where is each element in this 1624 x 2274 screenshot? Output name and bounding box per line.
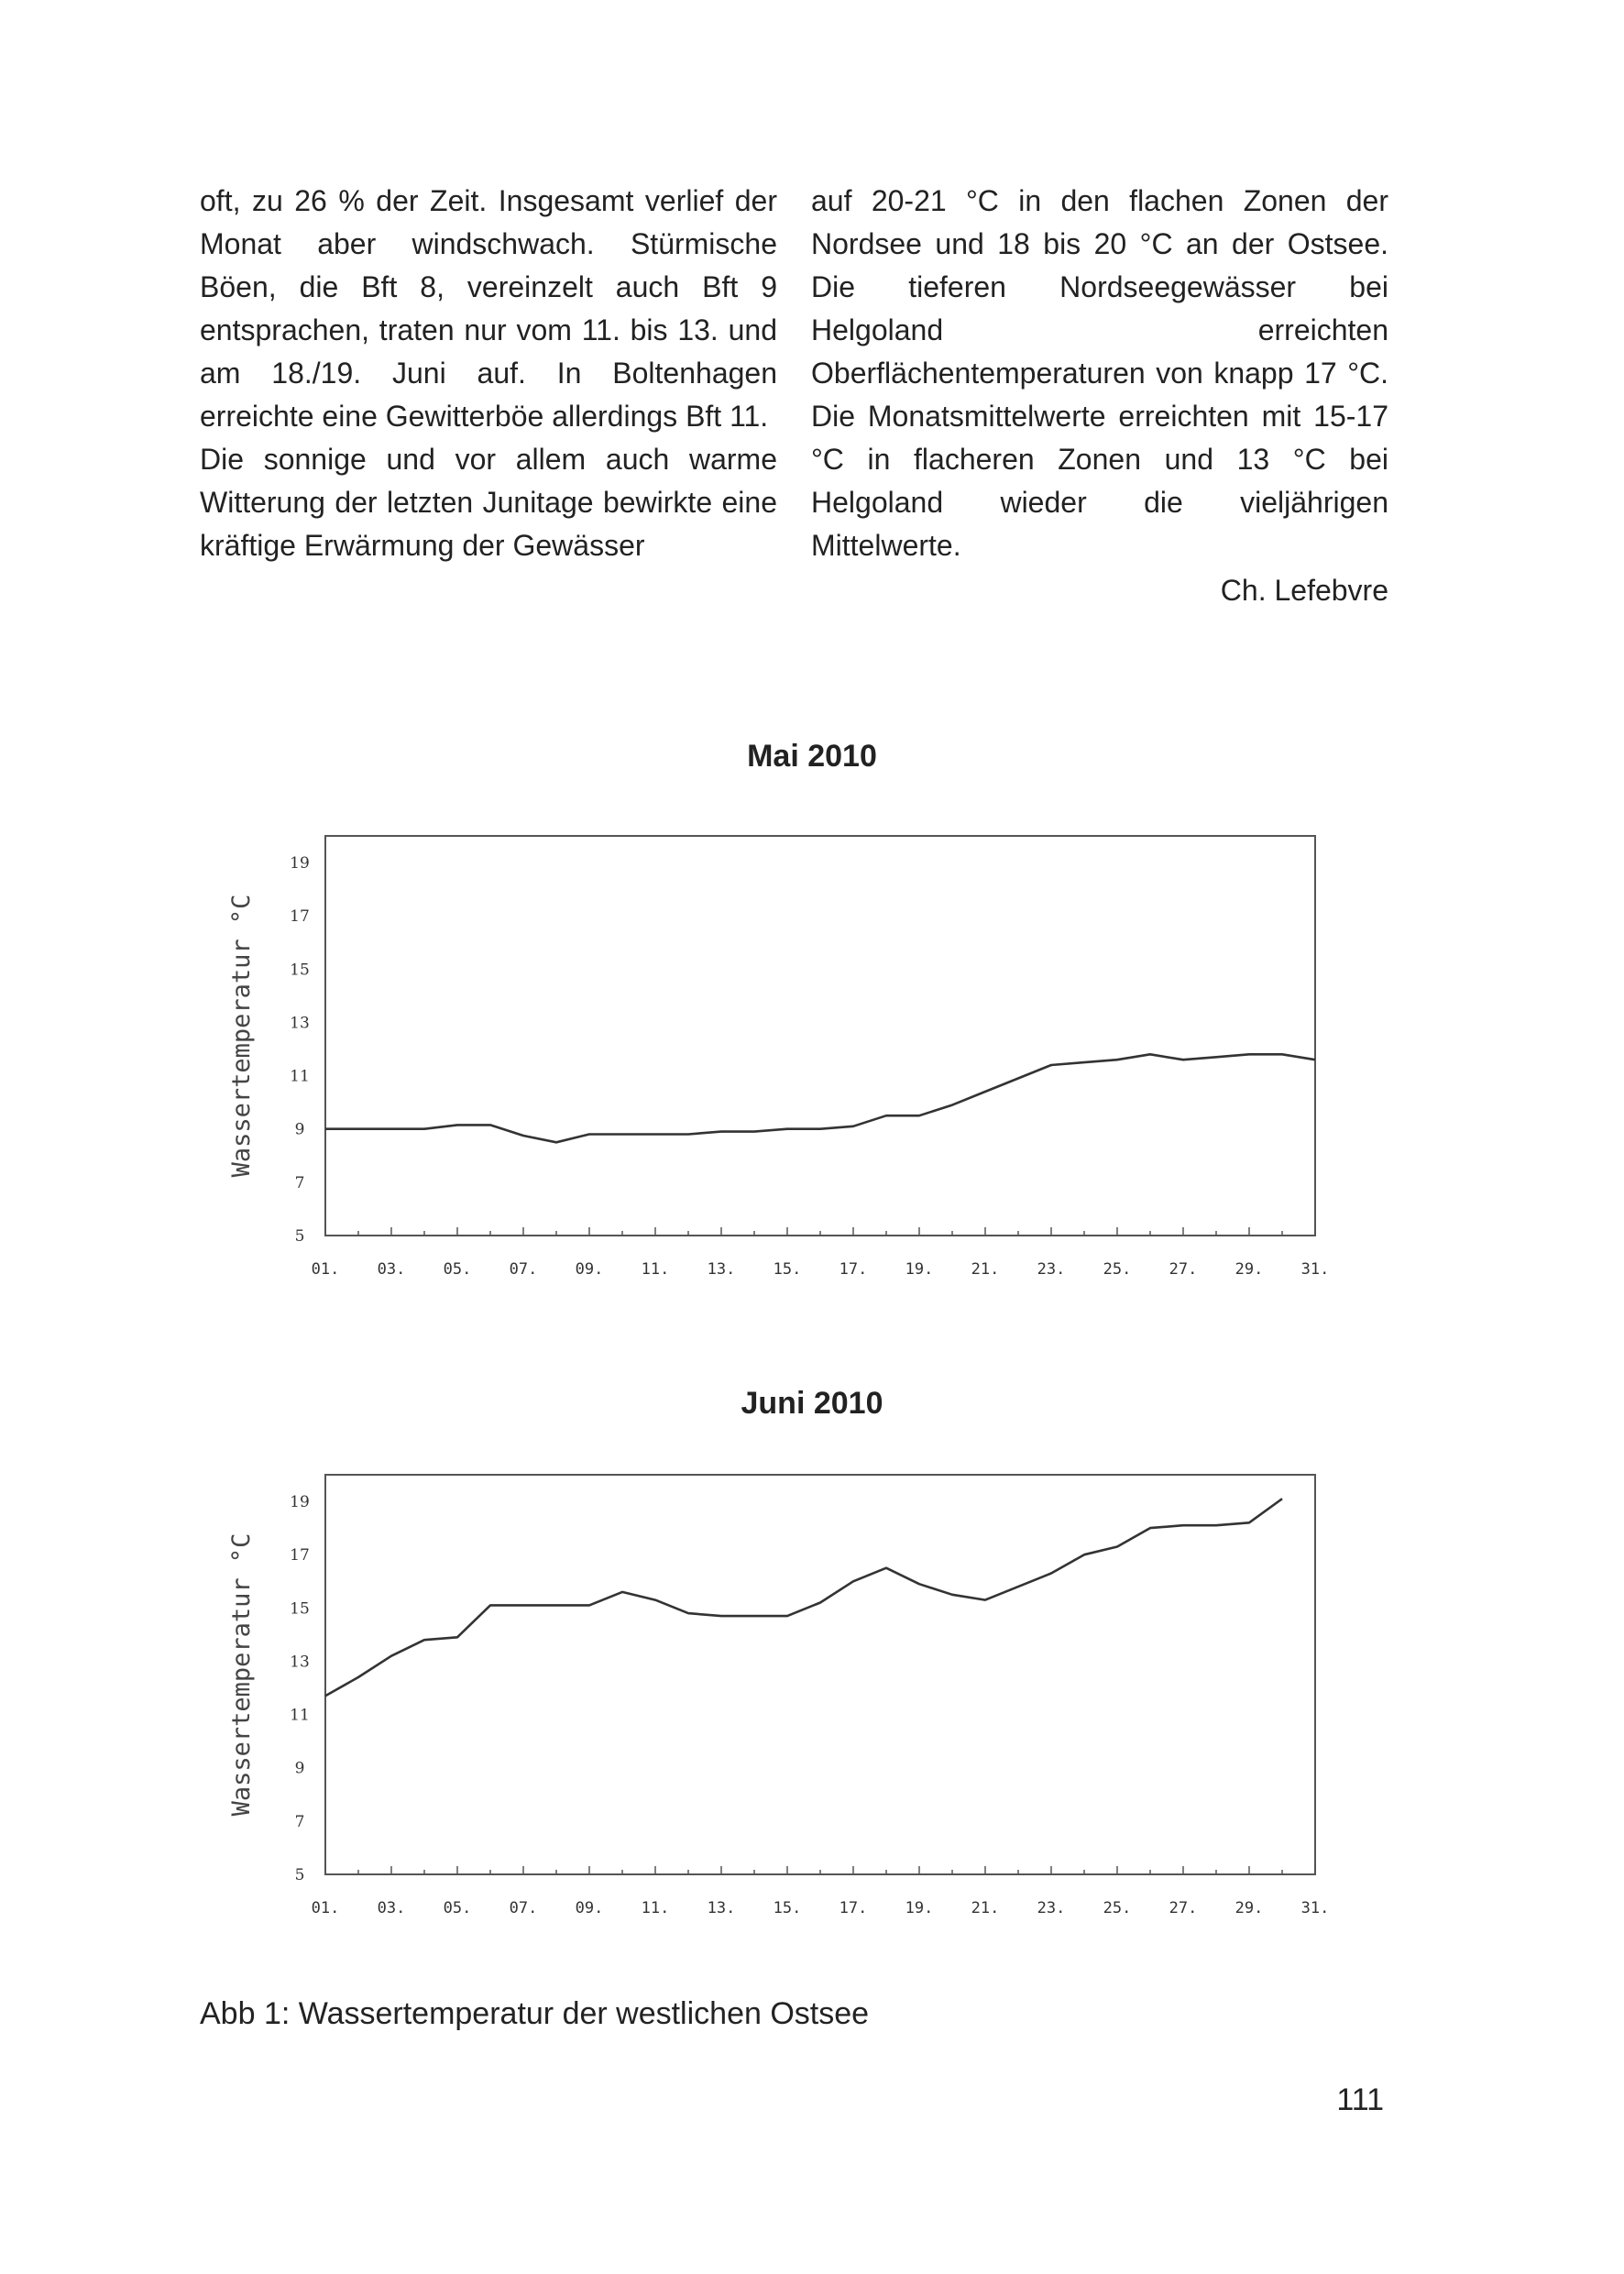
y-tick-label: 13 — [290, 1653, 310, 1672]
series-line — [325, 1499, 1282, 1696]
paragraph: Die sonnige und vor allem auch warme Witterung der letzten Junitage bewirkte eine kräftige Erwärmung der Gewässer — [200, 443, 777, 562]
y-tick-label: 7 — [294, 1173, 305, 1192]
x-tick-label: 25. — [1103, 1899, 1132, 1917]
x-tick-label: 23. — [1037, 1899, 1066, 1917]
x-tick-label: 03. — [377, 1260, 406, 1279]
y-tick-label: 11 — [290, 1706, 310, 1725]
x-tick-label: 09. — [575, 1260, 604, 1279]
x-tick-label: 09. — [575, 1899, 604, 1917]
x-tick-label: 01. — [311, 1260, 340, 1279]
chart-svg-may — [220, 821, 1366, 1335]
x-tick-label: 19. — [905, 1899, 934, 1917]
chart-title-june: Juni 2010 — [741, 1386, 883, 1421]
x-tick-label: 31. — [1300, 1260, 1330, 1279]
right-text-column — [811, 180, 1388, 612]
x-tick-label: 23. — [1037, 1260, 1066, 1279]
x-tick-label: 27. — [1169, 1260, 1198, 1279]
x-tick-label: 05. — [443, 1260, 472, 1279]
y-tick-label: 9 — [294, 1759, 305, 1778]
page-number: 111 — [1336, 2082, 1384, 2117]
plot-frame — [325, 1475, 1315, 1874]
y-tick-label: 13 — [290, 1014, 310, 1033]
y-tick-label: 17 — [290, 1546, 310, 1565]
y-axis-label: Wassertemperatur °C — [227, 894, 256, 1178]
x-tick-label: 21. — [971, 1260, 1000, 1279]
y-tick-label: 17 — [290, 907, 310, 927]
x-tick-label: 31. — [1300, 1899, 1330, 1917]
x-tick-label: 13. — [707, 1899, 736, 1917]
x-tick-label: 17. — [839, 1260, 868, 1279]
plot-frame — [325, 836, 1315, 1236]
chart-svg-june — [220, 1460, 1366, 1973]
y-tick-label: 15 — [290, 1599, 310, 1619]
x-tick-label: 01. — [311, 1899, 340, 1917]
author-signature: Ch. Lefebvre — [1220, 574, 1388, 607]
x-tick-label: 29. — [1234, 1260, 1264, 1279]
x-tick-label: 15. — [773, 1260, 802, 1279]
chart-title-may: Mai 2010 — [747, 739, 877, 774]
chart-may — [220, 821, 1366, 1335]
x-tick-label: 11. — [641, 1899, 670, 1917]
left-text-column — [200, 180, 777, 567]
x-tick-label: 07. — [509, 1260, 538, 1279]
y-tick-label: 5 — [294, 1866, 305, 1884]
x-tick-label: 25. — [1103, 1260, 1132, 1279]
x-tick-label: 05. — [443, 1899, 472, 1917]
y-tick-label: 15 — [290, 961, 310, 980]
x-tick-label: 19. — [905, 1260, 934, 1279]
x-tick-label: 17. — [839, 1899, 868, 1917]
y-tick-label: 9 — [294, 1120, 305, 1139]
paragraph: auf 20-21 °C in den flachen Zonen der Nordsee und 18 bis 20 °C an der Ostsee. Die tieferen Nordseegewässer bei Helgoland erreichten Oberflächentemperaturen von knapp 17 °C. Die Monatsmittelwerte erreichten mit 15-17 °C in flacheren Zonen und 13 °C bei Helgoland wieder die vieljährigen Mittelwerte. — [811, 184, 1388, 562]
x-tick-label: 29. — [1234, 1899, 1264, 1917]
x-tick-label: 15. — [773, 1899, 802, 1917]
y-tick-label: 7 — [294, 1812, 305, 1831]
chart-june — [220, 1460, 1366, 1973]
y-tick-label: 19 — [290, 1493, 310, 1512]
x-tick-label: 21. — [971, 1899, 1000, 1917]
paragraph: oft, zu 26 % der Zeit. Insgesamt verlief der Monat aber windschwach. Stürmische Böen, die Bft 8, vereinzelt auch Bft 9 entsprachen, traten nur vom 11. bis 13. und am 18./19. Juni auf. In Boltenhagen erreichte eine Gewitterböe allerdings Bft 11. — [200, 184, 777, 433]
x-tick-label: 07. — [509, 1899, 538, 1917]
y-axis-label: Wassertemperatur °C — [227, 1532, 256, 1817]
x-tick-label: 27. — [1169, 1899, 1198, 1917]
y-tick-label: 19 — [290, 854, 310, 873]
x-tick-label: 03. — [377, 1899, 406, 1917]
figure-caption: Abb 1: Wassertemperatur der westlichen Ostsee — [200, 1996, 870, 2031]
y-tick-label: 11 — [290, 1067, 310, 1086]
y-tick-label: 5 — [294, 1227, 305, 1246]
x-tick-label: 13. — [707, 1260, 736, 1279]
series-line — [325, 1054, 1315, 1142]
x-tick-label: 11. — [641, 1260, 670, 1279]
